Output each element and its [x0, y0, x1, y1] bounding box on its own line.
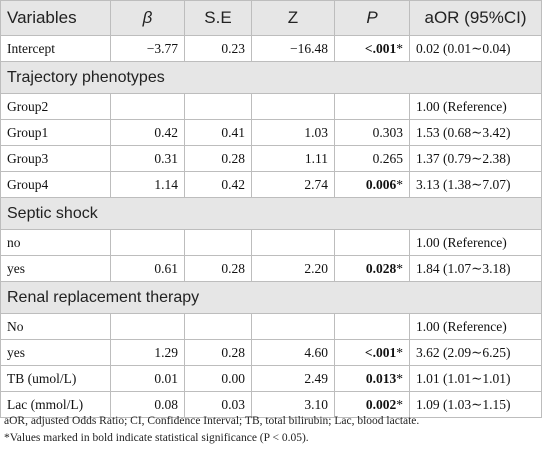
- cell-p: [335, 366, 410, 392]
- cell-label: Group3: [1, 146, 111, 172]
- cell-p: [335, 314, 410, 340]
- intercept-row: [1, 36, 542, 62]
- cell-beta: −3.77: [111, 36, 185, 62]
- p-value: 0.006: [365, 177, 397, 192]
- cell-aor: 1.00 (Reference): [410, 314, 542, 340]
- table-row: [1, 340, 542, 366]
- cell-aor: 1.00 (Reference): [410, 94, 542, 120]
- cell-beta: 1.14: [111, 172, 185, 198]
- significance-marker: *: [396, 41, 403, 56]
- cell-beta: 0.61: [111, 256, 185, 282]
- table-row: [1, 256, 542, 282]
- section-title: Trajectory phenotypes: [1, 62, 542, 94]
- cell-se: 0.28: [185, 146, 252, 172]
- header-row: [1, 1, 542, 36]
- cell-aor: 1.53 (0.68∼3.42): [410, 120, 542, 146]
- section-title: Septic shock: [1, 198, 542, 230]
- cell-aor: 1.09 (1.03∼1.15): [410, 392, 542, 418]
- cell-z: [252, 230, 335, 256]
- significance-marker: *: [396, 177, 403, 192]
- p-value: 0.303: [372, 125, 403, 140]
- cell-beta: [111, 314, 185, 340]
- table-row: [1, 366, 542, 392]
- footnote-significance: *Values marked in bold indicate statistical significance (P < 0.05).: [4, 432, 309, 444]
- p-value: <.001: [364, 345, 397, 360]
- cell-z: 2.20: [252, 256, 335, 282]
- cell-se: 0.03: [185, 392, 252, 418]
- section-header-row: [1, 282, 542, 314]
- table-row: [1, 314, 542, 340]
- cell-beta: 0.08: [111, 392, 185, 418]
- header-z: Z: [252, 1, 335, 36]
- header-aor: aOR (95%CI): [410, 1, 542, 36]
- cell-z: 3.10: [252, 392, 335, 418]
- significance-marker: *: [396, 371, 403, 386]
- cell-p: [335, 120, 410, 146]
- cell-se: 0.41: [185, 120, 252, 146]
- significance-marker: *: [396, 345, 403, 360]
- header-p: P: [335, 1, 410, 36]
- cell-aor: 1.37 (0.79∼2.38): [410, 146, 542, 172]
- significance-marker: *: [396, 397, 403, 412]
- cell-label: Group1: [1, 120, 111, 146]
- cell-aor: 1.84 (1.07∼3.18): [410, 256, 542, 282]
- cell-se: 0.28: [185, 340, 252, 366]
- cell-beta: 0.31: [111, 146, 185, 172]
- cell-se: [185, 94, 252, 120]
- cell-beta: 1.29: [111, 340, 185, 366]
- p-value: 0.265: [372, 151, 403, 166]
- cell-aor: 0.02 (0.01∼0.04): [410, 36, 542, 62]
- cell-label: Intercept: [1, 36, 111, 62]
- significance-marker: *: [396, 261, 403, 276]
- cell-aor: 1.00 (Reference): [410, 230, 542, 256]
- cell-p: [335, 172, 410, 198]
- footnote-abbreviations: aOR, adjusted Odds Ratio; CI, Confidence Interval; TB, total bilirubin; Lac, blood lactate.: [4, 415, 420, 427]
- cell-se: [185, 314, 252, 340]
- cell-p: [335, 94, 410, 120]
- table-row: [1, 120, 542, 146]
- cell-z: 2.49: [252, 366, 335, 392]
- cell-label: yes: [1, 256, 111, 282]
- cell-p: [335, 256, 410, 282]
- header-beta: β: [111, 1, 185, 36]
- cell-z: 2.74: [252, 172, 335, 198]
- table-row: [1, 230, 542, 256]
- cell-se: 0.28: [185, 256, 252, 282]
- cell-z: [252, 314, 335, 340]
- cell-aor: 1.01 (1.01∼1.01): [410, 366, 542, 392]
- cell-aor: 3.13 (1.38∼7.07): [410, 172, 542, 198]
- cell-z: [252, 94, 335, 120]
- cell-p: [335, 36, 410, 62]
- cell-label: yes: [1, 340, 111, 366]
- p-value: 0.013: [365, 371, 397, 386]
- cell-aor: 3.62 (2.09∼6.25): [410, 340, 542, 366]
- section-title: Renal replacement therapy: [1, 282, 542, 314]
- cell-beta: [111, 94, 185, 120]
- cell-p: [335, 340, 410, 366]
- header-se: S.E: [185, 1, 252, 36]
- cell-z: 1.11: [252, 146, 335, 172]
- table-footnotes: [4, 413, 540, 447]
- cell-beta: 0.01: [111, 366, 185, 392]
- cell-se: 0.42: [185, 172, 252, 198]
- cell-z: −16.48: [252, 36, 335, 62]
- cell-se: 0.00: [185, 366, 252, 392]
- cell-p: [335, 146, 410, 172]
- cell-label: Lac (mmol/L): [1, 392, 111, 418]
- table-row: [1, 146, 542, 172]
- cell-label: no: [1, 230, 111, 256]
- p-value: 0.028: [365, 261, 397, 276]
- section-header-row: [1, 62, 542, 94]
- table-row: [1, 94, 542, 120]
- cell-beta: 0.42: [111, 120, 185, 146]
- p-value: <.001: [364, 41, 397, 56]
- cell-z: 1.03: [252, 120, 335, 146]
- cell-label: TB (umol/L): [1, 366, 111, 392]
- cell-label: No: [1, 314, 111, 340]
- cell-se: 0.23: [185, 36, 252, 62]
- cell-z: 4.60: [252, 340, 335, 366]
- section-header-row: [1, 198, 542, 230]
- table-row: [1, 172, 542, 198]
- cell-label: Group4: [1, 172, 111, 198]
- p-value: 0.002: [365, 397, 397, 412]
- cell-p: [335, 230, 410, 256]
- cell-label: Group2: [1, 94, 111, 120]
- cell-beta: [111, 230, 185, 256]
- cell-se: [185, 230, 252, 256]
- table-body: [1, 36, 542, 418]
- header-variables: Variables: [1, 1, 111, 36]
